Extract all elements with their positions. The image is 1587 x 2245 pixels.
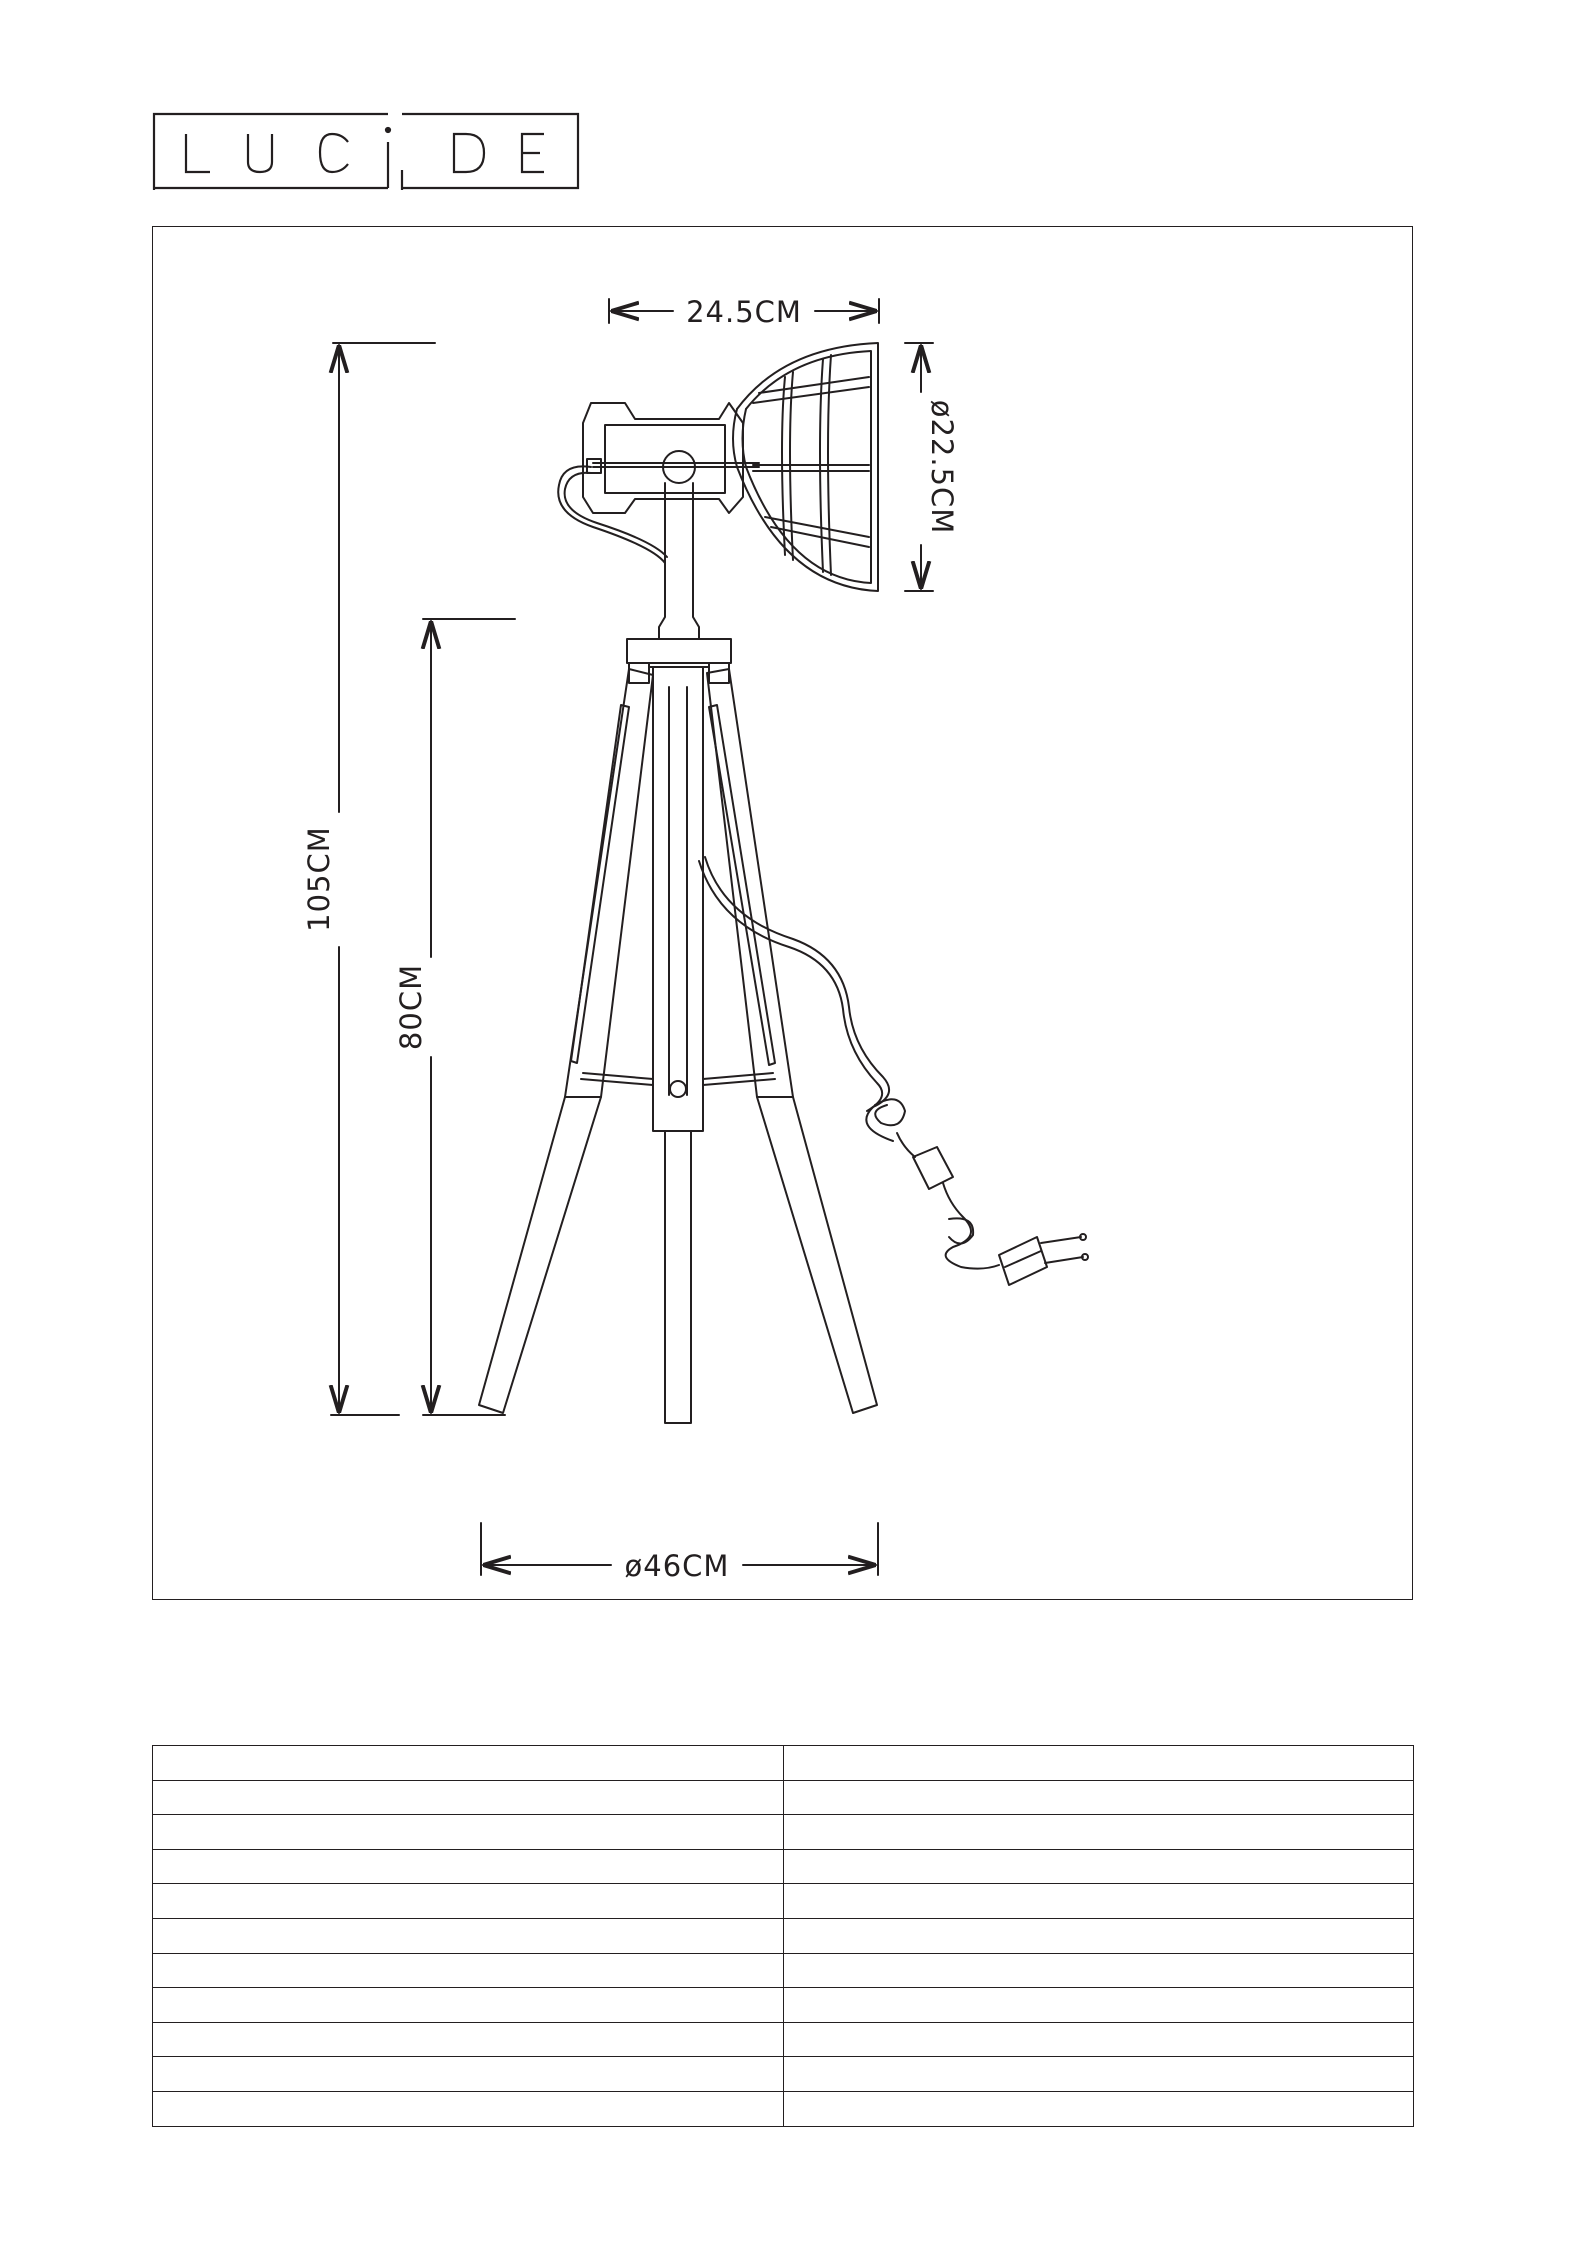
table-cell xyxy=(153,1780,784,1815)
table-row xyxy=(153,1918,1414,1953)
tripod-head xyxy=(627,639,731,683)
table-cell xyxy=(784,1815,1414,1850)
table-cell xyxy=(784,1953,1414,1988)
table-row xyxy=(153,2091,1414,2126)
spec-table xyxy=(152,1745,1414,2127)
table-cell xyxy=(153,1815,784,1850)
table-cell xyxy=(153,2091,784,2126)
table-cell xyxy=(784,1746,1414,1781)
table-cell xyxy=(153,2022,784,2057)
table-row xyxy=(153,1953,1414,1988)
lamp-stem xyxy=(653,483,705,639)
table-row xyxy=(153,1815,1414,1850)
table-cell xyxy=(153,2057,784,2092)
table-row xyxy=(153,1849,1414,1884)
table-row xyxy=(153,2057,1414,2092)
table-row xyxy=(153,1988,1414,2023)
power-cord xyxy=(558,466,1088,1285)
table-cell xyxy=(153,1918,784,1953)
table-cell xyxy=(153,1953,784,1988)
table-row xyxy=(153,1780,1414,1815)
lucide-logo xyxy=(152,112,580,190)
width-dimension-label: 24.5CM xyxy=(686,295,802,329)
table-cell xyxy=(784,2091,1414,2126)
table-cell xyxy=(784,2057,1414,2092)
table-row xyxy=(153,1884,1414,1919)
technical-drawing-frame xyxy=(152,226,1413,1600)
table-cell xyxy=(784,1884,1414,1919)
table-row xyxy=(153,2022,1414,2057)
shade-diameter-label: ø22.5CM xyxy=(925,399,959,535)
dimension-total-height xyxy=(331,343,435,1415)
tripod-height-label: 80CM xyxy=(394,963,428,1051)
tripod-leg-right xyxy=(707,669,877,1413)
floor-lamp-drawing xyxy=(153,227,1414,1601)
table-cell xyxy=(784,2022,1414,2057)
table-cell xyxy=(784,1849,1414,1884)
table-cell xyxy=(153,1746,784,1781)
table-cell xyxy=(153,1884,784,1919)
tripod-braces xyxy=(581,1073,775,1085)
table-cell xyxy=(153,1988,784,2023)
lamp-holder xyxy=(583,403,759,513)
total-height-label: 105CM xyxy=(302,826,336,932)
dimension-tripod-height xyxy=(423,619,515,1415)
table-cell xyxy=(784,1918,1414,1953)
center-pole xyxy=(653,667,703,1423)
tripod-leg-left xyxy=(479,669,653,1413)
table-cell xyxy=(784,1988,1414,2023)
table-cell xyxy=(784,1780,1414,1815)
lucide-logo-mark xyxy=(152,112,580,190)
table-cell xyxy=(153,1849,784,1884)
table-row xyxy=(153,1746,1414,1781)
base-diameter-label: ø46CM xyxy=(624,1549,730,1583)
